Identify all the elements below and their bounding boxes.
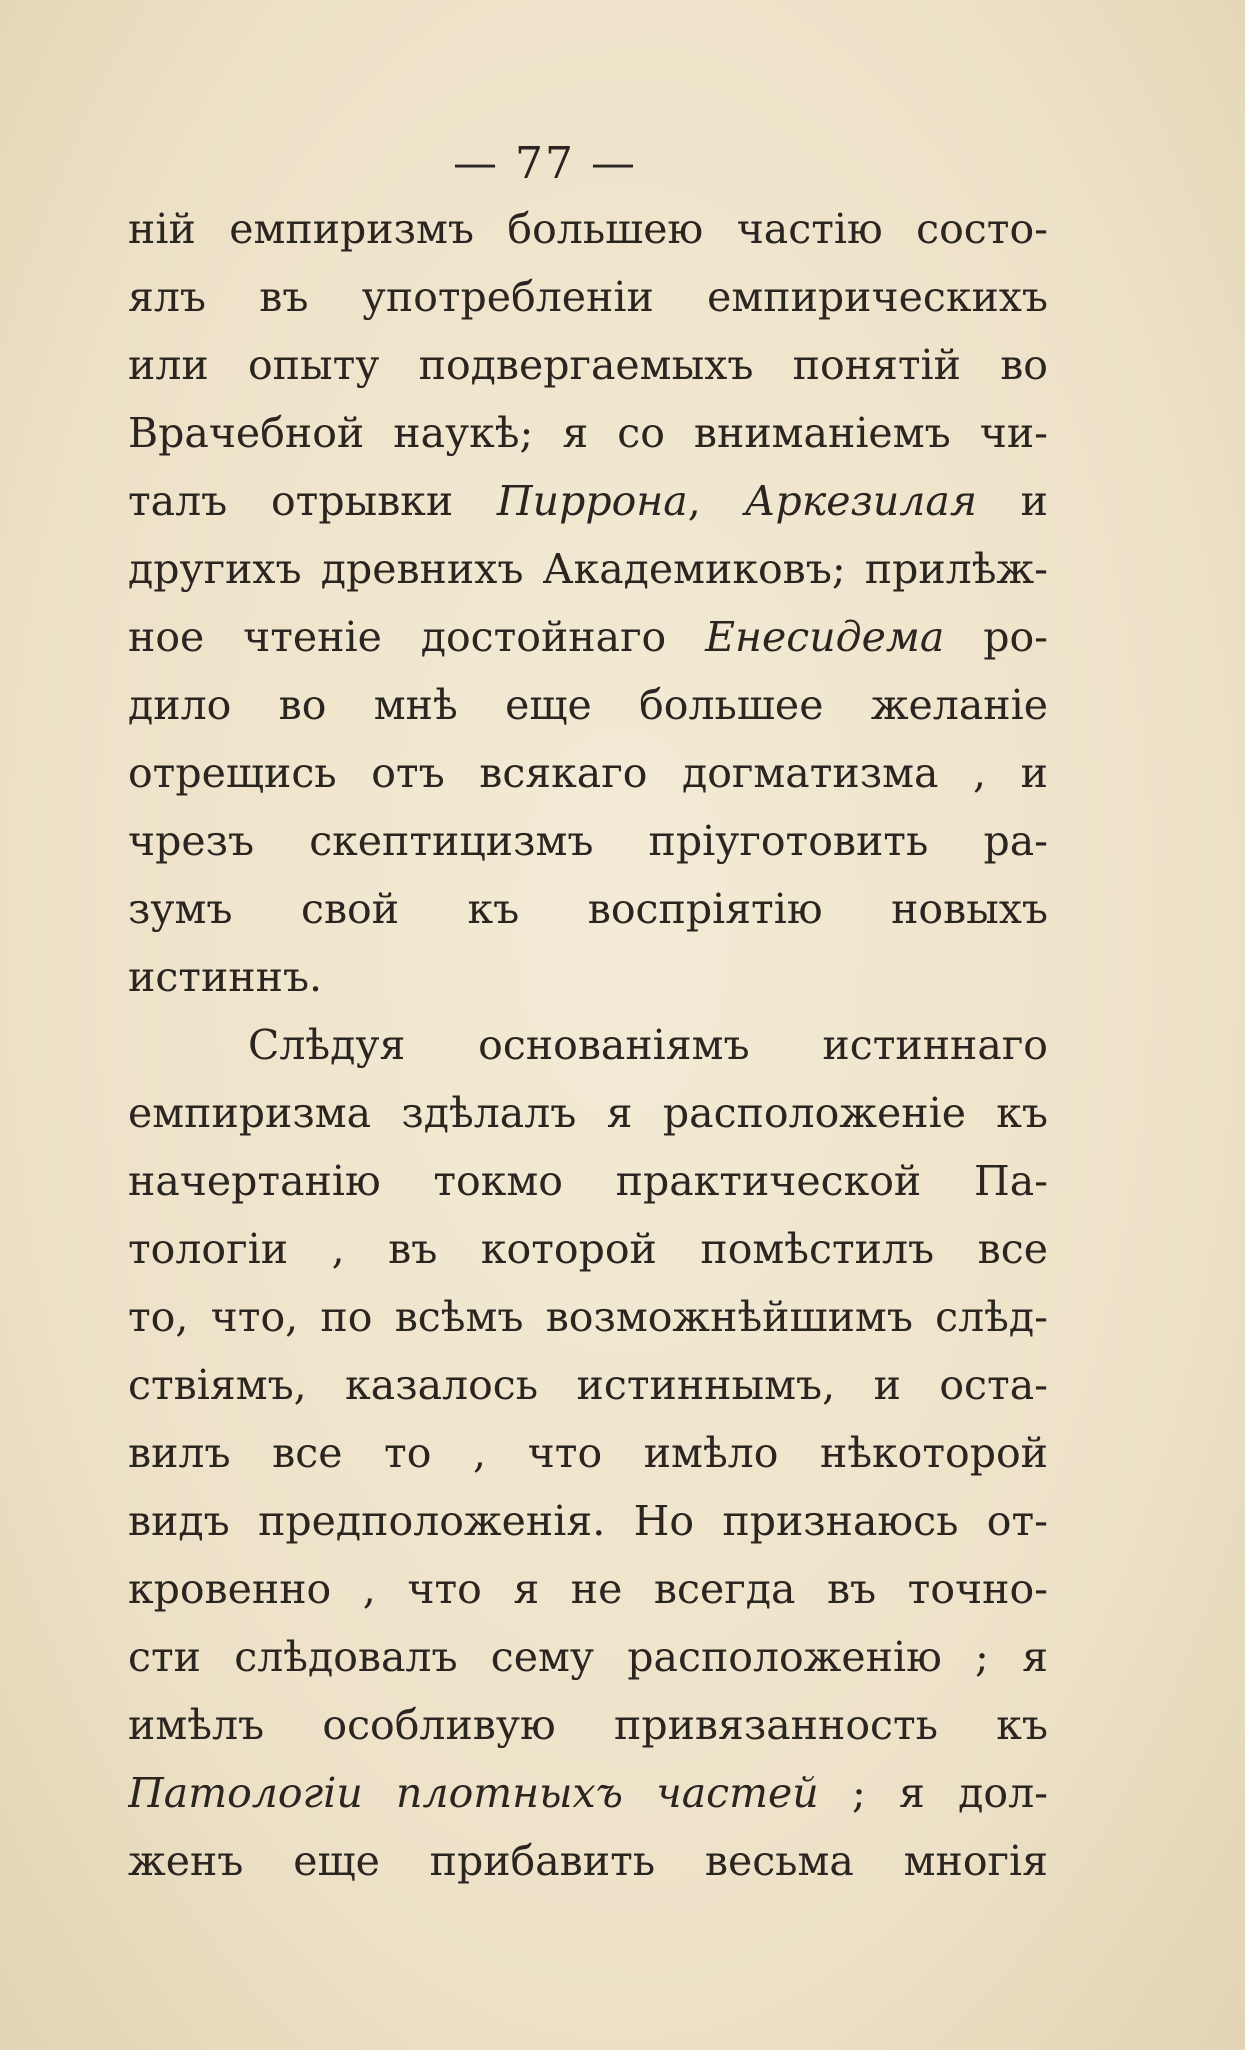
text-line: тологіи , въ которой помѣстилъ все [128,1225,1048,1273]
page-number: — 77 — [453,138,637,189]
text-line: Врачебной наукѣ; я со вниманіемъ чи- [128,409,1048,457]
text-line: кровенно , что я не всегда въ точно- [128,1565,1048,1613]
text-line: ялъ въ употребленіи емпирическихъ [128,273,1048,321]
text-fragment: , [687,477,745,525]
body-text [128,195,1048,1895]
italic-phrase: Патологіи плотныхъ частей [128,1769,819,1817]
text-line: начертанію токмо практической Па- [128,1157,1048,1205]
italic-name-arcesilaus: Аркезилая [744,477,977,525]
text-line: емпиризма здѣлалъ я расположеніе къ [128,1089,1048,1137]
text-line: другихъ древнихъ Академиковъ; прилѣж- [128,545,1048,593]
text-line: то, что, по всѣмъ возможнѣйшимъ слѣд- [128,1293,1048,1341]
text-fragment: ное чтеніе достойнаго [128,613,706,661]
text-line: женъ еще прибавить весьма многія [128,1837,1048,1885]
text-line: Слѣдуя основаніямъ истиннаго [248,1021,1048,1069]
italic-name-aenesidemus: Енесидема [705,613,945,661]
text-line [128,603,1048,671]
text-line: или опыту подвергаемыхъ понятій во [128,341,1048,389]
text-line: ній емпиризмъ большею частію состо- [128,205,1048,253]
text-fragment: и [976,477,1048,525]
text-line: истиннъ. [128,953,323,1001]
text-line: отрещись отъ всякаго догматизма , и [128,749,1048,797]
text-line: имѣлъ особливую привязанность къ [128,1701,1048,1749]
text-line [128,1759,1048,1827]
text-line: дило во мнѣ еще большее желаніе [128,681,1048,729]
text-fragment: ; я дол- [818,1769,1048,1817]
text-fragment: ро- [944,613,1048,661]
text-fragment: талъ отрывки [128,477,497,525]
italic-name-pyrrho: Пиррона [496,477,688,525]
text-line: чрезъ скептицизмъ пріуготовить ра- [128,817,1048,865]
text-line: видъ предположенія. Но признаюсь от- [128,1497,1048,1545]
text-line: сти слѣдовалъ сему расположенію ; я [128,1633,1048,1681]
text-line [128,467,1048,535]
text-line: вилъ все то , что имѣло нѣкоторой [128,1429,1048,1477]
text-line: зумъ свой къ воспріятію новыхъ [128,885,1048,933]
text-line: ствіямъ, казалось истиннымъ, и оста- [128,1361,1048,1409]
